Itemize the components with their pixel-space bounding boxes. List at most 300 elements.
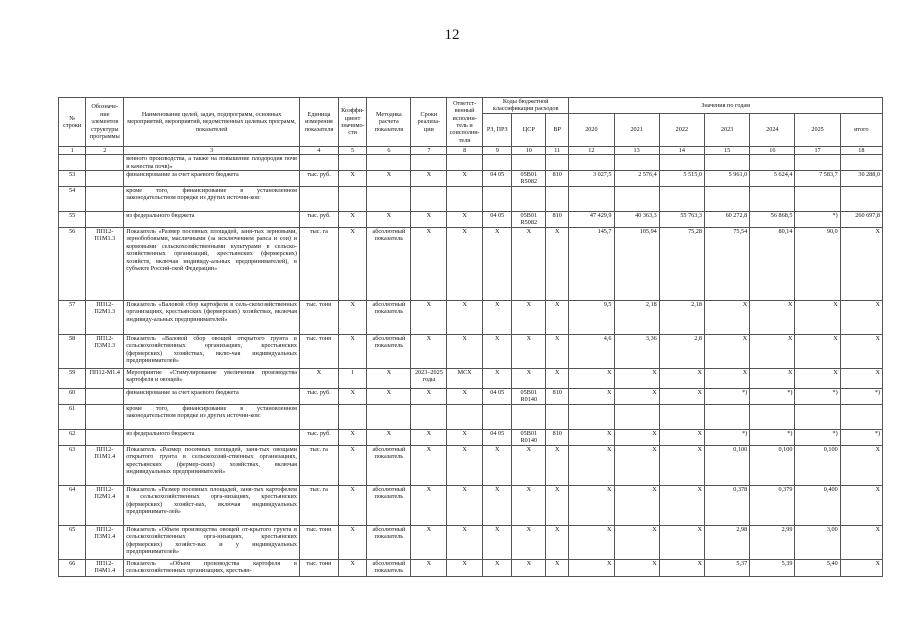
value-total: *) xyxy=(840,429,882,445)
value-2020 xyxy=(569,155,614,171)
value-2023: *) xyxy=(704,389,749,405)
value-2023: X xyxy=(704,301,749,335)
value-2025: 0,400 xyxy=(795,485,840,525)
value-2020 xyxy=(569,187,614,212)
row-coef: 1 xyxy=(338,369,366,389)
row-method: абсолютный показатель xyxy=(367,335,411,369)
row-rz: X xyxy=(483,335,512,369)
header-year: 2021 xyxy=(614,113,659,146)
value-2024: 56 868,5 xyxy=(750,212,795,228)
row-rz xyxy=(483,155,512,171)
row-coef: X xyxy=(338,171,366,187)
row-unit: тыс. тонн xyxy=(299,301,338,335)
value-2025: 5,40 xyxy=(795,559,840,576)
page-number: 12 xyxy=(444,27,460,43)
row-method xyxy=(367,404,411,429)
value-total: X xyxy=(840,369,882,389)
col-number: 9 xyxy=(483,146,512,154)
row-unit xyxy=(299,187,338,212)
table-row xyxy=(59,525,883,559)
row-method: X xyxy=(367,369,411,389)
value-2025 xyxy=(795,187,840,212)
row-executor: X xyxy=(447,389,483,405)
row-vr: X xyxy=(546,369,569,389)
value-2023: *) xyxy=(704,429,749,445)
table-row xyxy=(59,404,883,429)
header-total: итого xyxy=(840,113,882,146)
value-2024: X xyxy=(750,335,795,369)
value-2020: X xyxy=(569,445,614,485)
value-2025: 0,100 xyxy=(795,445,840,485)
value-2021: X xyxy=(614,525,659,559)
header-coef: Коэффи-циент значимо-сти xyxy=(338,98,366,147)
row-csr: X xyxy=(512,445,546,485)
value-2025 xyxy=(795,404,840,429)
col-number: 15 xyxy=(704,146,749,154)
value-2021: X xyxy=(614,389,659,405)
row-executor: X xyxy=(447,335,483,369)
value-total: X xyxy=(840,485,882,525)
value-2024 xyxy=(750,187,795,212)
row-term: X xyxy=(411,429,447,445)
value-2022 xyxy=(659,155,704,171)
value-2024: X xyxy=(750,301,795,335)
row-vr: X xyxy=(546,335,569,369)
row-name: Показатель «Валовой сбор картофеля в сель-скохозяйственных организациях, крестьянских (фермерских) хозяйствах, включая индивиду-альных предпринимателей» xyxy=(124,301,300,335)
row-rz: X xyxy=(483,369,512,389)
value-2025: 3,00 xyxy=(795,525,840,559)
row-rz: X xyxy=(483,445,512,485)
value-total: X xyxy=(840,525,882,559)
row-vr xyxy=(546,155,569,171)
row-number: 65 xyxy=(59,525,86,559)
row-csr: 05В01 R0140 xyxy=(512,429,546,445)
table-row xyxy=(59,369,883,389)
table-row xyxy=(59,335,883,369)
row-number: 53 xyxy=(59,171,86,187)
header-executor: Ответст-венный исполни-тель и соисполни-тели xyxy=(447,98,483,147)
row-csr: X xyxy=(512,559,546,576)
column-number-row xyxy=(59,146,883,154)
element-code xyxy=(86,429,124,445)
value-total: X xyxy=(840,559,882,576)
row-csr: 05В01 R0140 xyxy=(512,389,546,405)
row-executor: X xyxy=(447,301,483,335)
value-2023 xyxy=(704,404,749,429)
value-2024: *) xyxy=(750,429,795,445)
row-coef: X xyxy=(338,445,366,485)
table-row xyxy=(59,155,883,171)
value-2023: 0,378 xyxy=(704,485,749,525)
row-coef: X xyxy=(338,525,366,559)
header-rz: РЗ, ПРЗ xyxy=(483,113,512,146)
col-number: 5 xyxy=(338,146,366,154)
value-2022 xyxy=(659,404,704,429)
element-code: ПП12-П4М1.4 xyxy=(86,559,124,576)
element-code: ПП12-П2М1.3 xyxy=(86,301,124,335)
element-code xyxy=(86,404,124,429)
value-2024: 80,14 xyxy=(750,228,795,301)
row-coef xyxy=(338,187,366,212)
row-rz xyxy=(483,404,512,429)
value-2021 xyxy=(614,155,659,171)
row-coef: X xyxy=(338,212,366,228)
table-row xyxy=(59,212,883,228)
row-unit: тыс. руб. xyxy=(299,389,338,405)
value-2025: 7 583,7 xyxy=(795,171,840,187)
col-number: 4 xyxy=(299,146,338,154)
element-code: ПП12-П1М1.4 xyxy=(86,445,124,485)
value-2025: *) xyxy=(795,212,840,228)
row-unit: тыс. тонн xyxy=(299,525,338,559)
row-number: 55 xyxy=(59,212,86,228)
row-rz: 04 05 xyxy=(483,389,512,405)
element-code xyxy=(86,389,124,405)
row-vr: X xyxy=(546,485,569,525)
value-2024: 2,99 xyxy=(750,525,795,559)
program-table xyxy=(58,97,883,577)
row-executor xyxy=(447,187,483,212)
value-2022: 55 763,3 xyxy=(659,212,704,228)
row-method: X xyxy=(367,389,411,405)
row-term: X xyxy=(411,525,447,559)
value-2020: X xyxy=(569,559,614,576)
row-vr: 810 xyxy=(546,429,569,445)
row-vr: 810 xyxy=(546,389,569,405)
row-method: X xyxy=(367,429,411,445)
value-2024: 0,100 xyxy=(750,445,795,485)
row-name: финансирование за счет краевого бюджета xyxy=(124,389,300,405)
row-vr: X xyxy=(546,228,569,301)
row-unit xyxy=(299,155,338,171)
row-rz: X xyxy=(483,228,512,301)
row-rz: 04 05 xyxy=(483,212,512,228)
row-rz: X xyxy=(483,301,512,335)
value-2024: X xyxy=(750,369,795,389)
value-2021 xyxy=(614,404,659,429)
table-row xyxy=(59,228,883,301)
row-executor: X xyxy=(447,212,483,228)
value-total xyxy=(840,404,882,429)
value-total xyxy=(840,187,882,212)
row-vr xyxy=(546,404,569,429)
col-number: 10 xyxy=(512,146,546,154)
row-vr: 810 xyxy=(546,212,569,228)
value-2022: X xyxy=(659,429,704,445)
row-term: 2023–2025 годы xyxy=(411,369,447,389)
value-2025: *) xyxy=(795,429,840,445)
col-number: 6 xyxy=(367,146,411,154)
row-number: 64 xyxy=(59,485,86,525)
value-2025: X xyxy=(795,335,840,369)
col-number: 2 xyxy=(86,146,124,154)
value-total: X xyxy=(840,301,882,335)
row-unit: тыс. руб. xyxy=(299,429,338,445)
row-coef xyxy=(338,404,366,429)
row-number: 54 xyxy=(59,187,86,212)
row-method: абсолютный показатель xyxy=(367,301,411,335)
value-2023: 0,100 xyxy=(704,445,749,485)
row-term: X xyxy=(411,559,447,576)
header-year: 2025 xyxy=(795,113,840,146)
header-budget-codes: Коды бюджетной классификации расходов xyxy=(483,98,569,114)
value-2022: 5 515,0 xyxy=(659,171,704,187)
col-number: 14 xyxy=(659,146,704,154)
row-name: финансирование за счет краевого бюджета xyxy=(124,171,300,187)
row-method: абсолютный показатель xyxy=(367,559,411,576)
row-executor: X xyxy=(447,228,483,301)
row-coef: X xyxy=(338,228,366,301)
value-2022: 2,18 xyxy=(659,301,704,335)
row-method: абсолютный показатель xyxy=(367,525,411,559)
row-number xyxy=(59,155,86,171)
value-2023 xyxy=(704,155,749,171)
element-code: ПП12-П3М1.4 xyxy=(86,525,124,559)
value-2023: 60 272,8 xyxy=(704,212,749,228)
value-2025: X xyxy=(795,301,840,335)
row-number: 63 xyxy=(59,445,86,485)
row-name: из федерального бюджета xyxy=(124,429,300,445)
row-term xyxy=(411,155,447,171)
row-unit: тыс. тонн xyxy=(299,559,338,576)
element-code: ПП12-П2М1.4 xyxy=(86,485,124,525)
value-2023 xyxy=(704,187,749,212)
row-name: венного производства, а также на повышение плодородия почв и качества почв)» xyxy=(124,155,300,171)
col-number: 8 xyxy=(447,146,483,154)
row-csr: 05В01 R5082 xyxy=(512,212,546,228)
value-2022: X xyxy=(659,485,704,525)
row-csr: X xyxy=(512,301,546,335)
col-number: 13 xyxy=(614,146,659,154)
value-2021: X xyxy=(614,369,659,389)
row-term: X xyxy=(411,171,447,187)
row-number: 62 xyxy=(59,429,86,445)
value-2023: 75,54 xyxy=(704,228,749,301)
value-2023: X xyxy=(704,335,749,369)
row-unit: тыс. тонн xyxy=(299,335,338,369)
row-executor xyxy=(447,155,483,171)
row-method xyxy=(367,187,411,212)
value-2021: 3,36 xyxy=(614,335,659,369)
element-code xyxy=(86,212,124,228)
table-row xyxy=(59,445,883,485)
row-csr: X xyxy=(512,525,546,559)
row-vr: 810 xyxy=(546,171,569,187)
row-term: X xyxy=(411,445,447,485)
value-2020: 47 429,9 xyxy=(569,212,614,228)
value-total: X xyxy=(840,445,882,485)
row-vr: X xyxy=(546,559,569,576)
col-number: 1 xyxy=(59,146,86,154)
row-method xyxy=(367,155,411,171)
value-2024: 5 624,4 xyxy=(750,171,795,187)
row-coef: X xyxy=(338,335,366,369)
value-2021: 2,18 xyxy=(614,301,659,335)
value-2020: X xyxy=(569,525,614,559)
row-term: X xyxy=(411,301,447,335)
row-vr: X xyxy=(546,301,569,335)
row-term: X xyxy=(411,228,447,301)
value-2023: 5,37 xyxy=(704,559,749,576)
row-name: из федерального бюджета xyxy=(124,212,300,228)
table-row xyxy=(59,389,883,405)
value-2024: 0,379 xyxy=(750,485,795,525)
row-rz: 04 05 xyxy=(483,429,512,445)
value-2022: X xyxy=(659,525,704,559)
row-number: 61 xyxy=(59,404,86,429)
value-2023: X xyxy=(704,369,749,389)
row-coef: X xyxy=(338,559,366,576)
value-2020 xyxy=(569,404,614,429)
row-coef: X xyxy=(338,389,366,405)
row-coef: X xyxy=(338,301,366,335)
row-unit: тыс. га xyxy=(299,445,338,485)
header-term: Сроки реализа-ции xyxy=(411,98,447,147)
row-unit: тыс. руб. xyxy=(299,212,338,228)
row-csr xyxy=(512,404,546,429)
element-code: ПП12-М1.4 xyxy=(86,369,124,389)
row-name: Показатель «Объем производства овощей от-крытого грунта в сельскохозяйственных орга-низациях, крестьянских (фермерских) хозяйст-вах и у индивидуальных предпринимателей» xyxy=(124,525,300,559)
table-row xyxy=(59,559,883,576)
row-vr: X xyxy=(546,525,569,559)
value-2021: X xyxy=(614,429,659,445)
row-csr: X xyxy=(512,485,546,525)
value-2021: 2 576,4 xyxy=(614,171,659,187)
row-rz: X xyxy=(483,525,512,559)
row-vr: X xyxy=(546,445,569,485)
row-csr: 05В01 R5082 xyxy=(512,171,546,187)
value-2024 xyxy=(750,404,795,429)
value-2020: 4,6 xyxy=(569,335,614,369)
row-term: X xyxy=(411,212,447,228)
row-term: X xyxy=(411,389,447,405)
value-2022 xyxy=(659,187,704,212)
col-number: 17 xyxy=(795,146,840,154)
value-2021 xyxy=(614,187,659,212)
row-name: Показатель «Размер посевных площадей, заня-тых овощами открытого грунта в сельскохозяй-ственных организациях, крестьянских (фермер-ских) хозяйствах, включая индивидуальных предпринимателей» xyxy=(124,445,300,485)
row-name: Показатель «Валовой сбор овощей открытого грунта в сельскохозяйственных организациях, крестьянских (фермерских) хозяйствах, вклю-чая индивидуальных предпринимателей» xyxy=(124,335,300,369)
row-method: абсолютный показатель xyxy=(367,485,411,525)
row-number: 56 xyxy=(59,228,86,301)
row-number: 59 xyxy=(59,369,86,389)
value-total xyxy=(840,155,882,171)
value-2021: X xyxy=(614,559,659,576)
row-executor: X xyxy=(447,171,483,187)
value-2020: 145,7 xyxy=(569,228,614,301)
row-vr xyxy=(546,187,569,212)
element-code xyxy=(86,171,124,187)
value-2022: 75,28 xyxy=(659,228,704,301)
row-name: Показатель «Размер посевных площадей, заня-тых зерновыми, зернобобовыми, масличными (за исключением рапса и сои) и кормовыми сельскохозяйственными культурами в сельско-хозяйственных организаций, крестьянских (фермерских) хозяйств, включая индивиду-альных предпринимателей), в субъекте Россий-ской Федерации» xyxy=(124,228,300,301)
element-code: ПП12-П1М1.3 xyxy=(86,228,124,301)
value-2022: X xyxy=(659,369,704,389)
value-2020: X xyxy=(569,369,614,389)
value-2023: 5 961,0 xyxy=(704,171,749,187)
row-term: X xyxy=(411,335,447,369)
element-code xyxy=(86,155,124,171)
row-rz: 04 05 xyxy=(483,171,512,187)
header-method: Методика расчета показателя xyxy=(367,98,411,147)
row-method: X xyxy=(367,171,411,187)
row-csr: X xyxy=(512,335,546,369)
value-2024 xyxy=(750,155,795,171)
row-unit xyxy=(299,404,338,429)
table-body xyxy=(59,155,883,577)
col-number: 18 xyxy=(840,146,882,154)
row-executor: X xyxy=(447,429,483,445)
value-total: *) xyxy=(840,389,882,405)
value-2021: X xyxy=(614,445,659,485)
col-number: 11 xyxy=(546,146,569,154)
value-2022: X xyxy=(659,389,704,405)
row-unit: тыс. га xyxy=(299,228,338,301)
row-executor xyxy=(447,404,483,429)
value-2025: *) xyxy=(795,389,840,405)
row-name: Мероприятие «Стимулирование увеличения производства картофеля и овощей» xyxy=(124,369,300,389)
value-total: X xyxy=(840,228,882,301)
row-term xyxy=(411,404,447,429)
row-number: 60 xyxy=(59,389,86,405)
row-name: кроме того, финансирование в установленном законодательством порядке из других источни-ков: xyxy=(124,187,300,212)
value-2020: X xyxy=(569,485,614,525)
row-number: 58 xyxy=(59,335,86,369)
table-row xyxy=(59,187,883,212)
value-2020: 3 027,5 xyxy=(569,171,614,187)
row-unit: тыс. га xyxy=(299,485,338,525)
value-2020: 9,5 xyxy=(569,301,614,335)
row-name: кроме того, финансирование в установленном законодательством порядке из других источни-ков: xyxy=(124,404,300,429)
header-unit: Единица измерения показателя xyxy=(299,98,338,147)
row-executor: X xyxy=(447,485,483,525)
table-row xyxy=(59,485,883,525)
row-csr: X xyxy=(512,228,546,301)
value-2025 xyxy=(795,155,840,171)
row-term: X xyxy=(411,485,447,525)
row-rz: X xyxy=(483,559,512,576)
row-name: Показатель «Размер посевных площадей, заня-тых картофелем в сельскохозяйственных орга-низациях, крестьянских (фермерских) хозяйст-вах, включая индивидуальных предпринимате-лей» xyxy=(124,485,300,525)
row-executor: X xyxy=(447,559,483,576)
header-name: Наименование целей, задач, подпрограмм, основных мероприятий, мероприятий, ведомственных целевых программ, показателей xyxy=(124,98,300,147)
row-unit: X xyxy=(299,369,338,389)
header-row-no: № строки xyxy=(59,98,86,147)
row-number: 66 xyxy=(59,559,86,576)
row-rz: X xyxy=(483,485,512,525)
header-values-by-year: Значения по годам xyxy=(569,98,883,114)
header-csr: ЦСР xyxy=(512,113,546,146)
header-year: 2024 xyxy=(750,113,795,146)
header-year: 2022 xyxy=(659,113,704,146)
value-2022: 2,8 xyxy=(659,335,704,369)
header-vr: ВР xyxy=(546,113,569,146)
col-number: 3 xyxy=(124,146,300,154)
element-code: ПП12-П3М1.3 xyxy=(86,335,124,369)
value-2021: X xyxy=(614,485,659,525)
table-row xyxy=(59,171,883,187)
row-name: Показатель «Объем производства картофеля в сельскохозяйственных организациях, крестьян- xyxy=(124,559,300,576)
value-2022: X xyxy=(659,445,704,485)
row-coef: X xyxy=(338,429,366,445)
value-2024: *) xyxy=(750,389,795,405)
value-2020: X xyxy=(569,429,614,445)
header-elements: Обозначе-ние элементов структуры программы xyxy=(86,98,124,147)
row-executor: МСХ xyxy=(447,369,483,389)
value-total: 30 288,0 xyxy=(840,171,882,187)
value-2020: X xyxy=(569,389,614,405)
table-row xyxy=(59,429,883,445)
row-executor: X xyxy=(447,445,483,485)
row-method: абсолютный показатель xyxy=(367,228,411,301)
col-number: 7 xyxy=(411,146,447,154)
